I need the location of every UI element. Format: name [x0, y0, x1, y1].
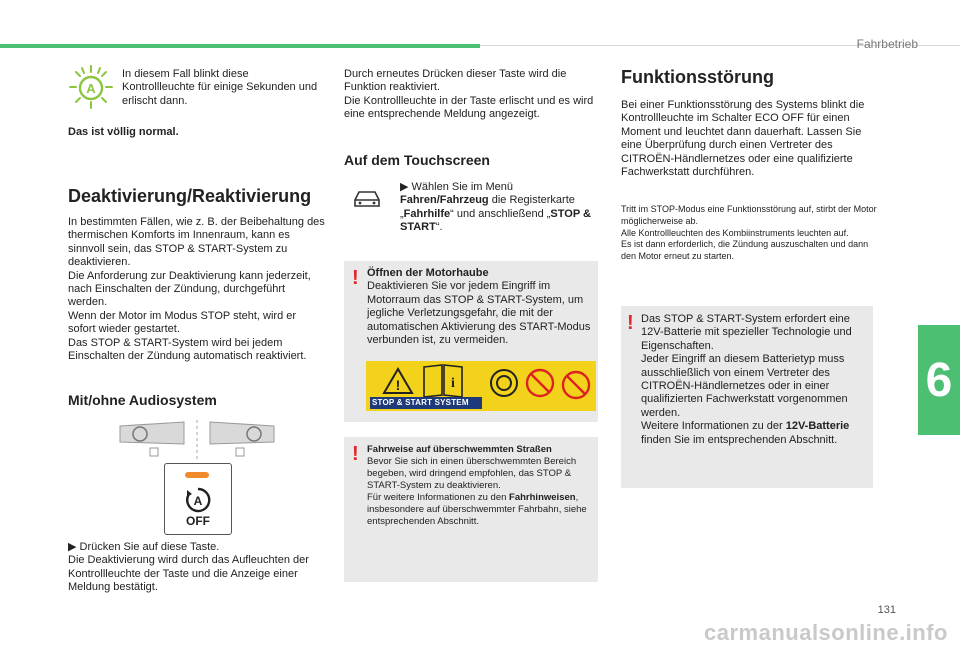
battery-warning-content: [641, 313, 871, 447]
car-icon: [352, 186, 382, 210]
auto-stop-icon: [183, 486, 213, 514]
press-instructions: [68, 541, 326, 595]
reactivation-text: [344, 68, 598, 122]
fault-note-1: Tritt im STOP-Modus eine Funktionsstörung auf, stirbt der Motor möglicherweise ab.: [621, 204, 877, 226]
svg-text:A: A: [193, 494, 203, 508]
fault-text: Bei einer Funktionsstörung des Systems blinkt die Kontrollleuchte im Schalter ECO OFF für einen Moment und leuchtet dann dauerhaft. Lassen Sie eine Überprüfung durch einen Vertreter des CITROËN-Händlernetzes oder eine qualifizierte Fachwerkstatt durchführen.: [621, 99, 865, 179]
auto-stop-warning-icon: [68, 64, 114, 110]
touch-text-2: die Registerkarte „: [400, 194, 575, 220]
menu-slash: /: [436, 194, 440, 207]
fault-notes: [621, 204, 877, 263]
stop-start-sticker: [366, 361, 596, 411]
hood-title: Öffnen der Motorhaube: [367, 267, 489, 279]
flood-text-2b: , insbesondere auf überschwemmter Fahrbahn, siehe entsprechenden Abschnitt.: [367, 492, 587, 527]
menu-fahren: Fahren: [400, 194, 437, 207]
svg-text:i: i: [451, 376, 455, 391]
flood-text-1: Bevor Sie sich in einen überschwemmten Bereich begeben, wird dringend empfohlen, das STOP & START-System zu deaktivieren.: [367, 456, 577, 491]
battery-p2: Jeder Eingriff an diesem Batterietyp muss ausschließlich von einem Vertreter des CITROËN-Händlernetzes oder in einer qualifizierten Fachwerkstatt vorgenommen werden.: [641, 353, 848, 419]
normal-note: Das ist völlig normal.: [68, 126, 179, 138]
flood-warning-content: [367, 444, 595, 528]
svg-text:A: A: [86, 81, 96, 96]
deactivation-p4: Das STOP & START-System wird bei jedem Einschalten der Zündung automatisch reaktiviert.: [68, 336, 307, 363]
battery-bold: 12V-Batterie: [785, 420, 850, 433]
button-indicator-light: [185, 472, 209, 478]
touch-text-1: Wählen Sie im Menü: [411, 181, 514, 193]
button-off-label: OFF: [186, 514, 210, 528]
press-confirmation: Die Deaktivierung wird durch das Aufleuchten der Kontrollleuchte der Taste und die Anzeige einer Meldung bestätigt.: [68, 554, 309, 594]
deactivation-p2: Die Anforderung zur Deaktivierung kann jederzeit, nach Einschalten der Zündung, durchgeführt werden.: [68, 269, 311, 309]
chapter-tab: 6: [918, 325, 960, 435]
touch-text-4: “.: [435, 221, 443, 234]
flood-bold: Fahrhinweisen: [509, 492, 576, 503]
hood-warning-box: [344, 261, 598, 422]
battery-p3b: finden Sie im entsprechenden Abschnitt.: [641, 433, 838, 446]
arrow-icon: ▶: [68, 541, 77, 553]
reactivation-p1: Durch erneutes Drücken dieser Taste wird die Funktion reaktiviert.: [344, 68, 567, 94]
fault-heading: Funktionsstörung: [621, 67, 774, 87]
deactivation-p3: Wenn der Motor im Modus STOP steht, wird er sofort wieder gestartet.: [68, 309, 297, 336]
battery-p3: [641, 420, 871, 447]
sticker-label: STOP & START SYSTEM: [372, 398, 469, 407]
hood-warning-content: [367, 267, 595, 347]
menu-fahrzeug: Fahrzeug: [439, 194, 489, 207]
item-stop-start: STOP & START: [400, 207, 591, 234]
flood-text-2: [367, 492, 595, 528]
hood-text: Deaktivieren Sie vor jedem Eingriff im Motorraum das STOP & START-System, um jegliche Verletzungsgefahr, die mit der automatischen Aktivierung des START-Modus verbunden ist, zu vermeiden.: [367, 280, 591, 347]
arrow-icon: ▶: [400, 181, 409, 193]
battery-warning-box: [621, 306, 873, 488]
touchscreen-instructions: [400, 181, 595, 235]
page-number: 131: [877, 604, 896, 616]
svg-text:!: !: [395, 377, 401, 393]
tab-fahrhilfe: Fahrhilfe: [403, 207, 451, 220]
exclamation-icon: !: [352, 267, 359, 289]
touch-text-3: “ und anschließend „: [450, 207, 551, 220]
steering-wheel-diagram: [112, 420, 282, 460]
watermark: carmanualsonline.info: [704, 620, 948, 645]
audio-heading: Mit/ohne Audiosystem: [68, 392, 217, 408]
fault-note-2: Alle Kontrollleuchten des Kombiinstruments leuchten auf.: [621, 227, 849, 238]
battery-p3a: Weitere Informationen zu der: [641, 420, 786, 433]
touchscreen-heading: Auf dem Touchscreen: [344, 152, 490, 168]
blink-description: In diesem Fall blinkt diese Kontrollleuchte für einige Sekunden und erlischt dann.: [122, 68, 318, 107]
fault-note-3: Es ist dann erforderlich, die Zündung auszuschalten und dann den Motor erneut zu starten.: [621, 239, 869, 262]
reactivation-p2: Die Kontrollleuchte in der Taste erlischt und es wird eine entsprechende Meldung angezeigt.: [344, 94, 594, 121]
deactivation-heading: Deaktivierung/Reaktivierung: [68, 186, 312, 206]
flood-text-2a: Für weitere Informationen zu den: [367, 492, 510, 503]
stop-start-off-button[interactable]: [164, 463, 232, 535]
header-accent-bar: [0, 44, 480, 48]
flood-warning-box: [344, 437, 598, 582]
deactivation-body: [68, 216, 326, 363]
battery-p1: Das STOP & START-System erfordert eine 12V-Batterie mit spezieller Technologie und Eigenschaften.: [641, 313, 852, 352]
press-step: Drücken Sie auf diese Taste.: [79, 541, 220, 553]
section-label: Fahrbetrieb: [856, 37, 918, 51]
exclamation-icon: !: [627, 312, 634, 334]
flood-title: Fahrweise auf überschwemmten Straßen: [367, 444, 552, 455]
exclamation-icon: !: [352, 443, 359, 465]
deactivation-p1: In bestimmten Fällen, wie z. B. der Beibehaltung des thermischen Komforts im Innenraum, kann es sinnvoll sein, das STOP & START-System zu deaktivieren.: [68, 216, 325, 269]
